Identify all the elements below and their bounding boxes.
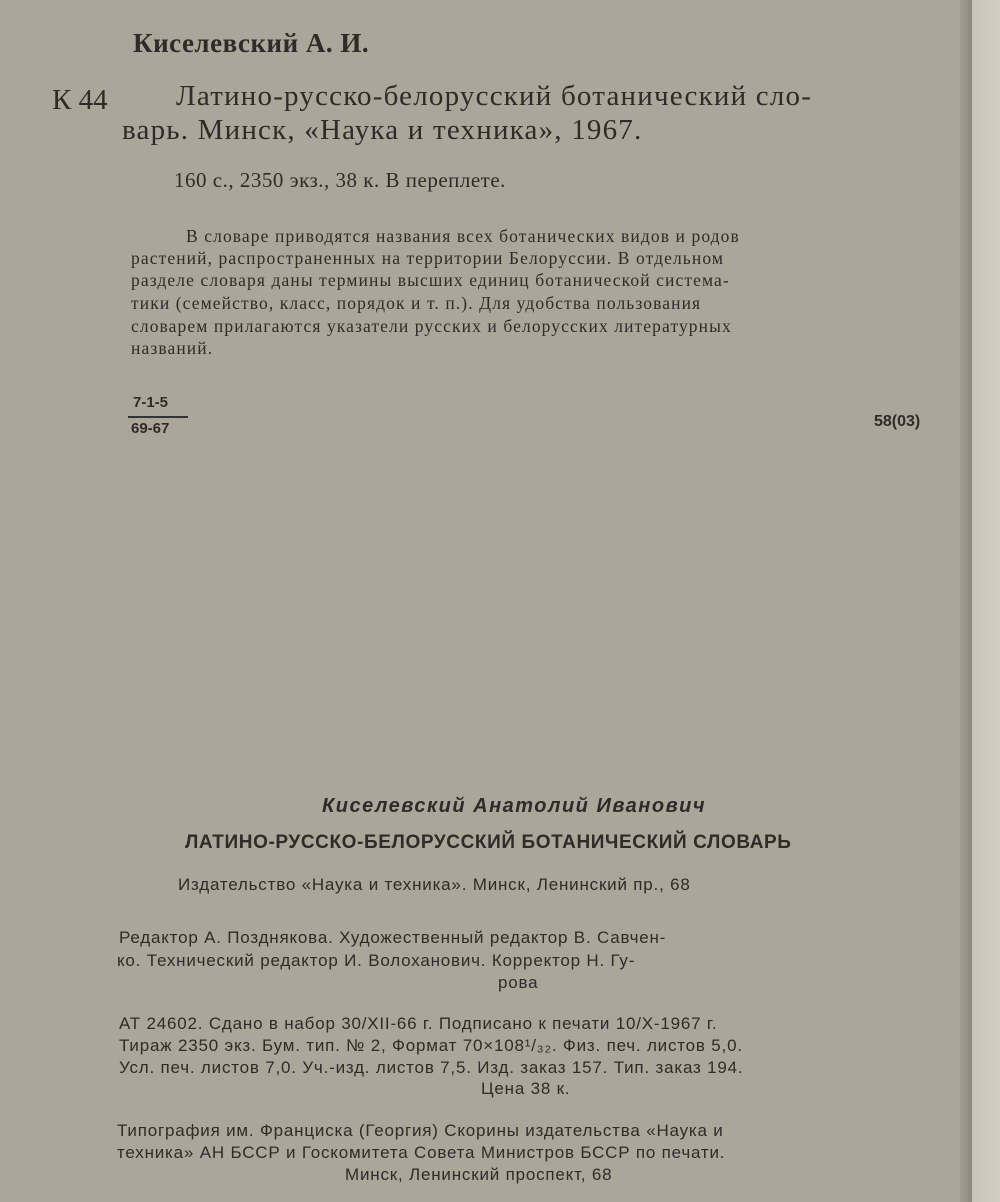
annotation-line: словарем прилагаются указатели русских и белорусских литературных — [131, 316, 732, 336]
specs-line: Тираж 2350 экз. Бум. тип. № 2, Формат 70×108¹/₃₂. Физ. печ. листов 5,0. — [119, 1036, 743, 1055]
editors-line: Редактор А. Позднякова. Художественный редактор В. Савчен- — [119, 928, 667, 947]
specs-line: Усл. печ. листов 7,0. Уч.-изд. листов 7,5. Изд. заказ 157. Тип. заказ 194. — [119, 1058, 744, 1077]
printer-line: Минск, Ленинский проспект, 68 — [345, 1165, 613, 1184]
catalog-author: Киселевский А. И. — [133, 28, 370, 58]
fraction-divider — [128, 416, 188, 418]
imprint-author: Киселевский Анатолий Иванович — [322, 795, 707, 817]
catalog-index-code: К 44 — [52, 84, 108, 116]
catalog-publication-info: 160 с., 2350 экз., 38 к. В переплете. — [174, 168, 506, 192]
annotation-line: В словаре приводятся названия всех ботанических видов и родов — [186, 226, 740, 246]
imprint-title: ЛАТИНО-РУССКО-БЕЛОРУССКИЙ БОТАНИЧЕСКИЙ СЛОВАРЬ — [185, 832, 792, 853]
editors-line: рова — [498, 973, 539, 992]
annotation-line: тики (семейство, класс, порядок и т. п.). Для удобства пользования — [131, 293, 702, 313]
annotation-line: растений, распространенных на территории Белоруссии. В отдельном — [131, 248, 725, 268]
editors-line: ко. Технический редактор И. Волоханович. Корректор Н. Гу- — [117, 951, 636, 970]
imprint-publisher: Издательство «Наука и техника». Минск, Ленинский пр., 68 — [178, 875, 691, 894]
specs-line: АТ 24602. Сдано в набор 30/XII-66 г. Подписано к печати 10/X-1967 г. — [119, 1014, 718, 1033]
printer-line: техника» АН БССР и Госкомитета Совета Министров БССР по печати. — [117, 1143, 726, 1162]
catalog-title-line-2: варь. Минск, «Наука и техника», 1967. — [122, 114, 643, 146]
fraction-denominator: 69-67 — [131, 420, 170, 437]
annotation-line: названий. — [131, 338, 214, 358]
fraction-numerator: 7-1-5 — [133, 394, 169, 411]
page-edge-shadow — [960, 0, 972, 1202]
printer-line: Типография им. Франциска (Георгия) Скорины издательства «Наука и — [117, 1121, 724, 1140]
book-cover-edge — [972, 0, 1000, 1202]
annotation-line: разделе словаря даны термины высших единиц ботанической система- — [131, 270, 730, 290]
udc-code: 58(03) — [874, 413, 921, 430]
price-line: Цена 38 к. — [481, 1079, 571, 1098]
catalog-title-line-1: Латино-русско-белорусский ботанический сло- — [176, 80, 813, 112]
